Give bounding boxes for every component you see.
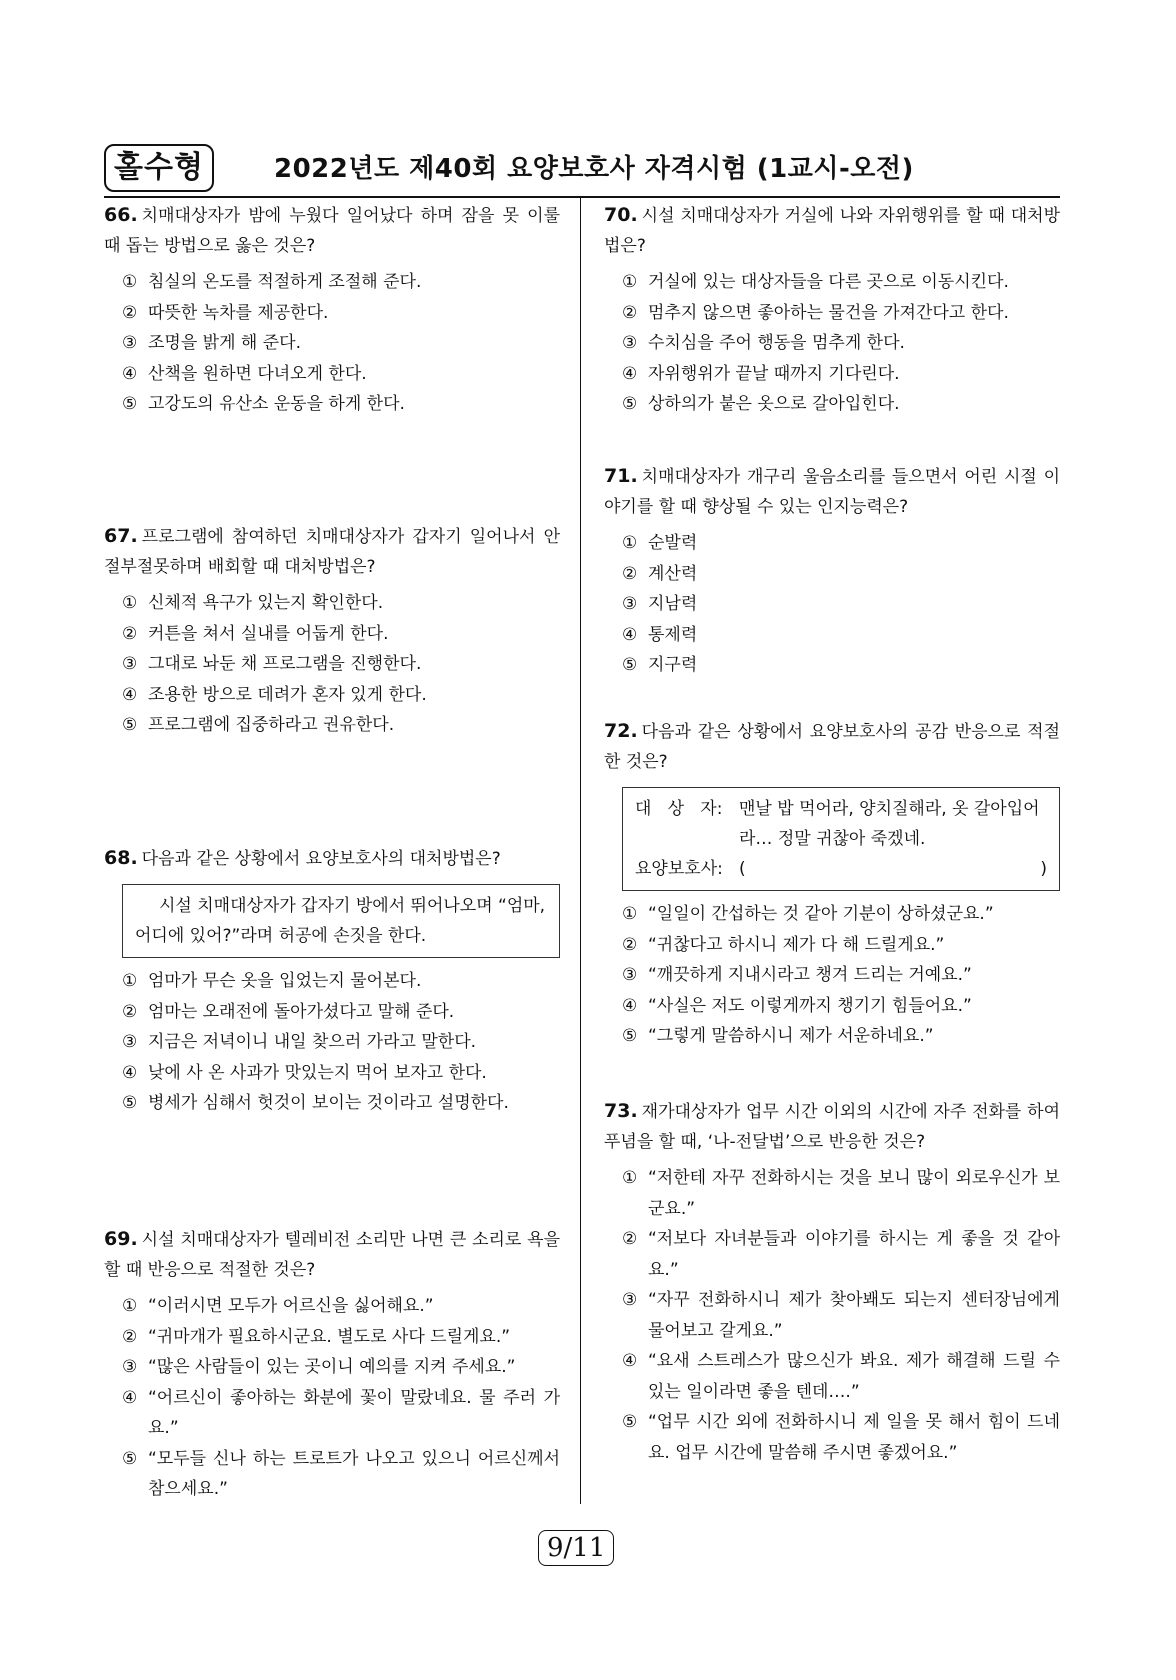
choice-marker: ④: [122, 1387, 138, 1408]
choice-marker: ②: [622, 934, 638, 955]
choice-marker: ④: [122, 1062, 138, 1083]
choice-5[interactable]: [604, 1407, 1060, 1468]
choice-text: 병세가 심해서 헛것이 보이는 것이라고 설명한다.: [148, 1093, 509, 1113]
question-number: 70.: [604, 204, 638, 226]
choice-marker: ⑤: [122, 715, 138, 735]
choice-5[interactable]: [104, 389, 560, 420]
choice-text: “이러시면 모두가 어르신을 싫어해요.”: [148, 1296, 434, 1316]
choice-4[interactable]: [104, 359, 560, 390]
choice-1[interactable]: [604, 1163, 1060, 1224]
speaker-label: 대 상 자:: [635, 799, 723, 819]
choice-marker: ②: [122, 302, 138, 323]
choice-1[interactable]: [604, 528, 1060, 559]
choice-4[interactable]: [604, 359, 1060, 390]
choice-1[interactable]: [104, 966, 560, 997]
choice-text: 고강도의 유산소 운동을 하게 한다.: [148, 394, 405, 414]
choice-marker: ⑤: [622, 655, 638, 675]
scenario-box: 시설 치매대상자가 갑자기 방에서 뛰어나오며 “엄마, 어디에 있어?”라며 허공에 손짓을 한다.: [122, 884, 560, 958]
question-72: [604, 716, 1060, 1052]
choice-5[interactable]: [604, 389, 1060, 420]
choice-marker: ④: [622, 363, 638, 384]
choice-text: 거실에 있는 대상자들을 다른 곳으로 이동시킨다.: [648, 272, 1009, 292]
choice-marker: ⑤: [122, 394, 138, 414]
choice-text: 자위행위가 끝날 때까지 기다린다.: [648, 363, 900, 384]
choice-marker: ②: [622, 1229, 638, 1249]
question-stem: [104, 1224, 560, 1285]
choice-text: 산책을 원하면 다녀오게 한다.: [148, 363, 367, 384]
choice-marker: ③: [122, 333, 138, 353]
dialog-row-client: [635, 794, 1047, 854]
choice-text: “요새 스트레스가 많으신가 봐요. 제가 해결해 드릴 수 있는 일이라면 좋을 텐데….”: [648, 1351, 1060, 1402]
choice-text: “업무 시간 외에 전화하시니 제 일을 못 해서 힘이 드네요. 업무 시간에 말씀해 주시면 좋겠어요.”: [648, 1412, 1060, 1463]
choice-text: 프로그램에 집중하라고 권유한다.: [148, 715, 395, 735]
choice-4[interactable]: [604, 991, 1060, 1022]
choice-4[interactable]: [104, 1383, 560, 1444]
choice-marker: ①: [122, 593, 138, 613]
choice-text: 엄마가 무슨 옷을 입었는지 물어본다.: [148, 971, 422, 991]
choice-marker: ②: [122, 1326, 138, 1347]
question-number: 69.: [104, 1228, 138, 1250]
question-73: [604, 1096, 1060, 1468]
choice-marker: ②: [122, 623, 138, 644]
choice-text: 따뜻한 녹차를 제공한다.: [148, 302, 329, 323]
question-text: 재가대상자가 업무 시간 이외의 시간에 자주 전화를 하여 푸념을 할 때, ‘나-전달법’으로 반응한 것은?: [604, 1102, 1060, 1152]
question-66: [104, 200, 560, 420]
choice-marker: ①: [122, 971, 138, 991]
question-text: 치매대상자가 개구리 울음소리를 들으면서 어린 시절 이야기를 할 때 향상될 수 있는 인지능력은?: [604, 467, 1060, 517]
choice-text: 지구력: [648, 655, 698, 675]
choice-marker: ④: [122, 684, 138, 705]
choice-text: 지금은 저녁이니 내일 찾으러 가라고 말한다.: [148, 1032, 477, 1052]
choice-text: 조명을 밝게 해 준다.: [148, 333, 301, 353]
choice-3[interactable]: [604, 960, 1060, 991]
choice-text: “저한테 자꾸 전화하시는 것을 보니 많이 외로우신가 보군요.”: [648, 1168, 1060, 1219]
blank-open-paren: (: [739, 859, 746, 879]
choice-3[interactable]: [104, 328, 560, 359]
question-stem: [604, 716, 1060, 777]
choice-5[interactable]: [104, 1444, 560, 1505]
choice-5[interactable]: [104, 1088, 560, 1119]
question-69: [104, 1224, 560, 1505]
question-number: 71.: [604, 465, 638, 487]
question-text: 시설 치매대상자가 거실에 나와 자위행위를 할 때 대처방법은?: [604, 206, 1060, 256]
choice-text: 상하의가 붙은 옷으로 갈아입힌다.: [648, 394, 900, 414]
choice-marker: ③: [622, 1290, 638, 1310]
choice-marker: ②: [122, 1001, 138, 1022]
choice-1[interactable]: [604, 267, 1060, 298]
choice-2[interactable]: [604, 298, 1060, 329]
choice-marker: ①: [622, 272, 638, 292]
choice-marker: ④: [622, 1351, 638, 1371]
choice-text: “귀찮다고 하시니 제가 다 해 드릴게요.”: [648, 934, 945, 955]
choice-text: 커튼을 쳐서 실내를 어둡게 한다.: [148, 623, 389, 644]
choice-text: 조용한 방으로 데려가 혼자 있게 한다.: [148, 684, 427, 705]
dialog-box: [622, 787, 1060, 891]
choice-marker: ③: [122, 1032, 138, 1052]
choice-5[interactable]: [604, 650, 1060, 681]
exam-title: 2022년도 제40회 요양보호사 자격시험 (1교시-오전): [274, 154, 914, 184]
choice-2[interactable]: [104, 298, 560, 329]
choice-1[interactable]: [104, 588, 560, 619]
choice-marker: ①: [122, 1296, 138, 1316]
choice-marker: ③: [122, 654, 138, 674]
choice-text: “많은 사람들이 있는 곳이니 예의를 지켜 주세요.”: [148, 1357, 516, 1377]
choice-text: 멈추지 않으면 좋아하는 물건을 가져간다고 한다.: [648, 302, 1009, 323]
header-divider: [104, 196, 1060, 198]
choice-4[interactable]: [104, 1058, 560, 1089]
choice-marker: ②: [622, 563, 638, 584]
choice-text: “귀마개가 필요하시군요. 별도로 사다 드릴게요.”: [148, 1326, 511, 1347]
choice-4[interactable]: [104, 680, 560, 711]
page-number: 9/11: [538, 1530, 614, 1566]
question-text: 프로그램에 참여하던 치매대상자가 갑자기 일어나서 안절부절못하며 배회할 때 대처방법은?: [104, 527, 560, 577]
choice-marker: ④: [122, 363, 138, 384]
question-number: 72.: [604, 720, 638, 742]
choice-text: 그대로 놔둔 채 프로그램을 진행한다.: [148, 654, 422, 674]
choice-text: “그렇게 말씀하시니 제가 서운하네요.”: [648, 1026, 934, 1046]
choice-marker: ④: [622, 995, 638, 1016]
question-text: 치매대상자가 밤에 누웠다 일어났다 하며 잠을 못 이룰 때 돕는 방법으로 옳은 것은?: [104, 206, 560, 256]
question-text: 다음과 같은 상황에서 요양보호사의 공감 반응으로 적절한 것은?: [604, 722, 1060, 772]
dialog-row-caregiver: [635, 854, 1047, 884]
question-text: 다음과 같은 상황에서 요양보호사의 대처방법은?: [141, 849, 501, 869]
choice-2[interactable]: [104, 997, 560, 1028]
question-stem: [104, 521, 560, 582]
choice-text: 신체적 욕구가 있는지 확인한다.: [148, 593, 384, 613]
choice-3[interactable]: [604, 328, 1060, 359]
speaker-label: 요양보호사:: [635, 859, 723, 879]
question-stem: [604, 200, 1060, 261]
speaker-text: 맨날 밥 먹어라, 양치질해라, 옷 갈아입어라… 정말 귀찮아 죽겠네.: [739, 799, 1040, 849]
question-70: [604, 200, 1060, 420]
choice-text: “일일이 간섭하는 것 같아 기분이 상하셨군요.”: [648, 904, 994, 924]
choice-marker: ④: [622, 624, 638, 645]
question-number: 68.: [104, 847, 138, 869]
question-number: 67.: [104, 525, 138, 547]
choice-text: “어르신이 좋아하는 화분에 꽃이 말랐네요. 물 주러 가요.”: [148, 1387, 560, 1438]
choice-marker: ⑤: [122, 1448, 138, 1469]
choice-list: [104, 267, 560, 420]
choice-marker: ①: [622, 533, 638, 553]
choice-2[interactable]: [104, 1322, 560, 1353]
question-stem: [604, 1096, 1060, 1157]
choice-marker: ⑤: [122, 1093, 138, 1113]
choice-text: “저보다 자녀분들과 이야기를 하시는 게 좋을 것 같아요.”: [648, 1229, 1060, 1280]
choice-list: [604, 1163, 1060, 1468]
choice-marker: ⑤: [622, 1412, 638, 1432]
choice-1[interactable]: [604, 899, 1060, 930]
question-text: 시설 치매대상자가 텔레비전 소리만 나면 큰 소리로 욕을 할 때 반응으로 적절한 것은?: [104, 1230, 560, 1280]
choice-text: 수치심을 주어 행동을 멈추게 한다.: [648, 333, 905, 353]
choice-marker: ⑤: [622, 1026, 638, 1046]
choice-2[interactable]: [604, 559, 1060, 590]
choice-list: [104, 966, 560, 1119]
choice-2[interactable]: [604, 930, 1060, 961]
choice-text: 순발력: [648, 533, 698, 553]
choice-3[interactable]: [104, 1027, 560, 1058]
choice-list: [104, 1291, 560, 1505]
choice-text: 계산력: [648, 563, 698, 584]
question-number: 73.: [604, 1100, 638, 1122]
choice-3[interactable]: [604, 1285, 1060, 1346]
choice-3[interactable]: [104, 1352, 560, 1383]
question-stem: [104, 200, 560, 261]
choice-text: “깨끗하게 지내시라고 챙겨 드리는 거예요.”: [648, 965, 972, 985]
choice-list: [604, 899, 1060, 1052]
choice-5[interactable]: [604, 1021, 1060, 1052]
choice-3[interactable]: [104, 649, 560, 680]
choice-marker: ③: [622, 965, 638, 985]
choice-text: 지남력: [648, 594, 698, 614]
column-divider: [580, 197, 581, 1504]
choice-4[interactable]: [604, 620, 1060, 651]
choice-text: 엄마는 오래전에 돌아가셨다고 말해 준다.: [148, 1001, 455, 1022]
choice-2[interactable]: [604, 1224, 1060, 1285]
choice-list: [604, 267, 1060, 420]
choice-marker: ⑤: [622, 394, 638, 414]
choice-text: “자꾸 전화하시니 제가 찾아봬도 되는지 센터장님에게 물어보고 갈게요.”: [648, 1290, 1060, 1341]
choice-marker: ③: [122, 1357, 138, 1377]
question-67: [104, 521, 560, 741]
choice-text: 침실의 온도를 적절하게 조절해 준다.: [148, 272, 422, 292]
choice-text: “사실은 저도 이렇게까지 챙기기 힘들어요.”: [648, 995, 972, 1016]
question-stem: [104, 843, 560, 874]
answer-blank: [739, 854, 1047, 884]
blank-close-paren: ): [1040, 859, 1047, 879]
choice-list: [104, 588, 560, 741]
choice-5[interactable]: [104, 710, 560, 741]
choice-1[interactable]: [104, 267, 560, 298]
question-number: 66.: [104, 204, 138, 226]
choice-2[interactable]: [104, 619, 560, 650]
choice-marker: ①: [622, 1168, 638, 1188]
choice-text: 통제력: [648, 624, 698, 645]
choice-3[interactable]: [604, 589, 1060, 620]
choice-marker: ③: [622, 594, 638, 614]
choice-marker: ①: [622, 904, 638, 924]
choice-marker: ①: [122, 272, 138, 292]
choice-4[interactable]: [604, 1346, 1060, 1407]
question-68: [104, 843, 560, 1119]
question-71: [604, 461, 1060, 681]
choice-1[interactable]: [104, 1291, 560, 1322]
choice-marker: ②: [622, 302, 638, 323]
exam-header: [104, 140, 1056, 198]
question-stem: [604, 461, 1060, 522]
choice-marker: ③: [622, 333, 638, 353]
exam-type-badge: 홀수형: [104, 144, 214, 192]
choice-text: 낮에 사 온 사과가 맛있는지 먹어 보자고 한다.: [148, 1062, 487, 1083]
choice-list: [604, 528, 1060, 681]
choice-text: “모두들 신나 하는 트로트가 나오고 있으니 어르신께서 참으세요.”: [148, 1448, 560, 1499]
